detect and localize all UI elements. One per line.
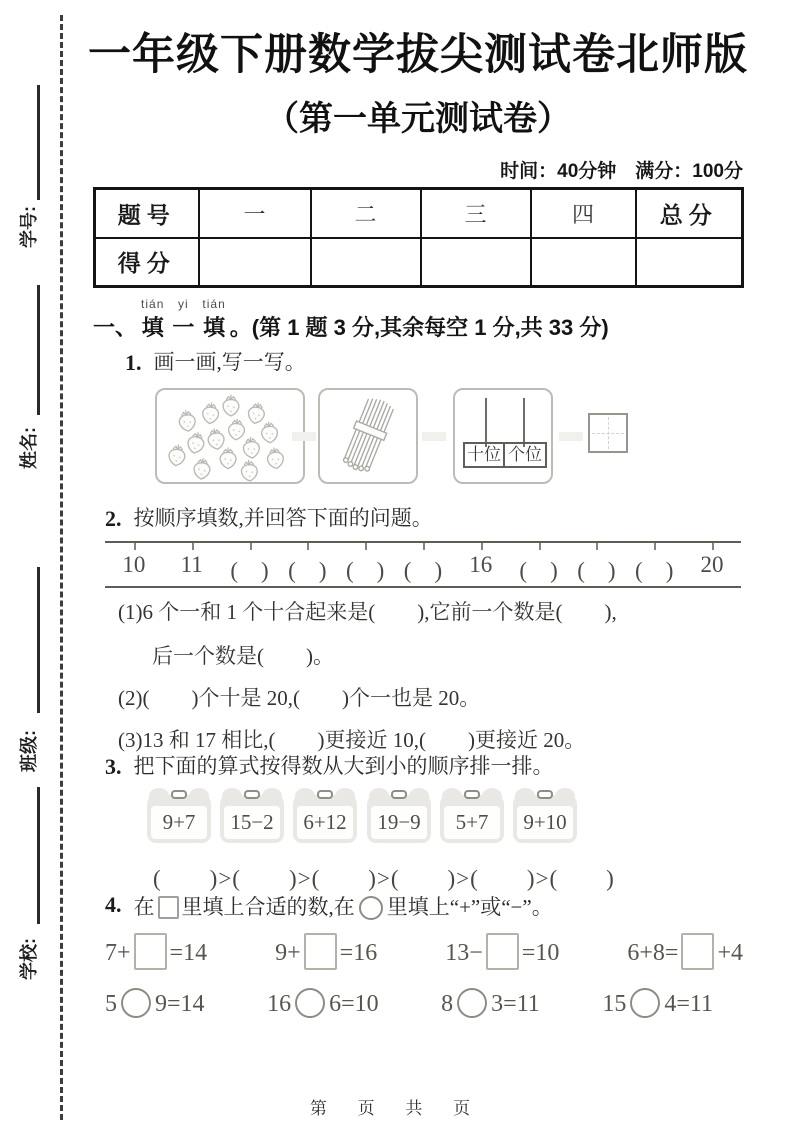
section-suffix: 。(第 1 题 3 分,其余每空 1 分,共 33 分)	[229, 315, 609, 340]
hanzi-text: 一	[172, 315, 195, 340]
question-2-subquestions	[118, 598, 748, 754]
section-prefix: 一、	[93, 315, 138, 340]
number-line-blank: ( )	[221, 543, 279, 586]
subquestion-line: (1)6 个一和 1 个十合起来是( ),它前一个数是( ),	[118, 600, 617, 624]
equation-text: =10	[521, 940, 560, 966]
ruby-column	[172, 297, 194, 342]
strawberry-icon	[241, 459, 258, 481]
ruby-column	[141, 297, 164, 342]
question-2-heading	[105, 505, 433, 534]
equation	[105, 988, 205, 1018]
number-writing-grid	[588, 413, 628, 453]
student-id-blank-line	[37, 85, 40, 200]
question-4-heading	[105, 891, 553, 921]
card-expression: 15−2	[224, 806, 280, 839]
expression-card	[220, 795, 284, 843]
place-value-table	[463, 442, 547, 468]
score-header-cell: 四	[531, 189, 636, 238]
score-table	[93, 187, 744, 288]
expression-card	[513, 795, 577, 843]
arrow-smudge	[422, 432, 446, 441]
score-header-cell: 三	[421, 189, 531, 238]
score-header-cell: 题号	[95, 189, 199, 238]
number-line-blank: ( )	[278, 543, 336, 586]
equation-text: 4=11	[664, 991, 713, 1017]
strawberry-icon	[266, 446, 285, 469]
number-line-value: 11	[163, 543, 221, 586]
arrow-smudge	[292, 432, 316, 441]
operator-circle	[630, 988, 660, 1018]
blank-box	[304, 933, 337, 970]
page-subtitle: （第一单元测试卷）	[265, 100, 571, 138]
equation-text: 里填上“+”或“−”。	[386, 895, 553, 919]
pinyin-text: tián	[141, 297, 165, 311]
strawberries-illustration	[157, 390, 303, 482]
name-label: 姓名:	[19, 427, 39, 469]
equation-text: 5	[105, 991, 117, 1017]
sticks-bundle-box	[318, 388, 418, 484]
equation-text: 里填上合适的数,在	[181, 895, 355, 919]
blank-box	[681, 933, 714, 970]
equation-text: 6=10	[329, 991, 379, 1017]
equation	[275, 933, 377, 970]
equation-text: 8	[441, 991, 454, 1017]
question-3-heading	[105, 753, 554, 782]
equation-text: 在	[133, 895, 155, 919]
footer-page-label: 第 页 共 页	[309, 1099, 484, 1118]
score-empty-cell	[421, 238, 531, 287]
arrow-smudge	[559, 432, 583, 441]
equation-text: 9=14	[155, 991, 205, 1017]
card-knot-icon	[391, 790, 407, 799]
operator-circle	[295, 988, 325, 1018]
expression-card	[147, 795, 211, 843]
question-1-number: 1.	[125, 350, 142, 375]
section-one-heading	[93, 288, 609, 342]
score-header-cell: 一	[199, 189, 311, 238]
seal-dashed-line	[60, 15, 63, 1120]
subquestion-line: (3)13 和 17 相比,( )更接近 10,( )更接近 20。	[118, 728, 586, 752]
tens-place-label: 十位	[463, 442, 505, 468]
equations-row-2	[105, 988, 713, 1018]
card-knot-icon	[464, 790, 480, 799]
strawberry-icon	[247, 401, 266, 425]
equation-text: 3=11	[491, 991, 540, 1017]
equation	[267, 988, 379, 1018]
score-header-cell: 总分	[636, 189, 743, 238]
hanzi-text: 填	[141, 315, 164, 340]
equations-row-1	[105, 933, 743, 970]
card-expression: 5+7	[444, 806, 500, 839]
number-line-value: 10	[105, 543, 163, 586]
question-4-number: 4.	[105, 892, 122, 917]
class-blank-line	[37, 567, 40, 713]
question-3-text: 把下面的算式按得数从大到小的顺序排一排。	[133, 754, 554, 778]
tens-rod	[485, 398, 487, 447]
question-1-text: 画一画,写一写。	[153, 350, 306, 374]
page-title: 一年级下册数学拔尖测试卷北师版	[88, 31, 748, 79]
score-empty-cell	[199, 238, 311, 287]
score-empty-cell	[636, 238, 743, 287]
ruby-column	[202, 297, 225, 342]
equation-text: 7+	[105, 940, 131, 966]
strawberry-icon	[242, 436, 260, 459]
strawberries-box	[155, 388, 305, 484]
equation-text: =14	[169, 940, 208, 966]
equation-text: +4	[717, 940, 743, 966]
section-ruby-group	[137, 288, 230, 342]
exam-meta: 时间：40分钟 满分：100分	[500, 161, 743, 182]
question-1-heading	[125, 349, 306, 378]
number-line	[105, 541, 741, 588]
number-line-blank: ( )	[336, 543, 394, 586]
equation	[441, 988, 540, 1018]
strawberry-icon	[228, 418, 245, 440]
question-2-number: 2.	[105, 506, 122, 531]
question-3-number: 3.	[105, 754, 122, 779]
operator-circle	[121, 988, 151, 1018]
score-empty-cell	[531, 238, 636, 287]
card-knot-icon	[244, 790, 260, 799]
equation-text: 15	[602, 991, 627, 1017]
equation-text: 13−	[445, 940, 483, 966]
strawberry-icon	[261, 421, 279, 443]
score-empty-cell	[311, 238, 421, 287]
name-blank-line	[37, 285, 40, 415]
equation	[445, 933, 559, 970]
question-4-text	[134, 891, 553, 921]
strawberry-icon	[223, 395, 239, 416]
question-2-text: 按顺序填数,并回答下面的问题。	[133, 506, 433, 530]
number-line-value: 20	[683, 543, 741, 586]
expression-card	[293, 795, 357, 843]
strawberry-icon	[220, 448, 236, 469]
hanzi-text: 填	[203, 315, 226, 340]
ordering-answer-blanks: ( )>( )>( )>( )>( )>( )	[153, 866, 615, 891]
equation-text: 16	[267, 991, 292, 1017]
strawberry-icon	[186, 431, 206, 455]
card-expression: 6+12	[297, 806, 353, 839]
pinyin-text: yi	[178, 297, 189, 311]
operator-circle	[359, 896, 383, 920]
expression-card	[367, 795, 431, 843]
strawberry-icon	[178, 409, 197, 432]
blank-box	[158, 896, 179, 919]
expression-card	[440, 795, 504, 843]
strawberry-icon	[206, 427, 225, 451]
pinyin-text: tián	[202, 297, 226, 311]
strawberry-icon	[168, 444, 187, 467]
number-line-blank: ( )	[568, 543, 626, 586]
card-expression: 9+7	[151, 806, 207, 839]
school-label: 学校:	[19, 938, 39, 980]
blank-box	[134, 933, 167, 970]
ones-place-label: 个位	[505, 442, 547, 468]
equation	[627, 933, 743, 970]
school-blank-line	[37, 787, 40, 924]
blank-box	[486, 933, 519, 970]
equation-text: 9+	[275, 940, 301, 966]
card-expression: 19−9	[371, 806, 427, 839]
score-table-score-row	[95, 238, 743, 287]
operator-circle	[457, 988, 487, 1018]
equation-text: 6+8=	[627, 940, 679, 966]
equation-text: =16	[339, 940, 378, 966]
ones-rod	[523, 398, 525, 447]
score-header-cell: 二	[311, 189, 421, 238]
score-table-header-row	[95, 189, 743, 238]
number-line-blank: ( )	[625, 543, 683, 586]
card-knot-icon	[317, 790, 333, 799]
strawberry-icon	[193, 457, 211, 480]
question-1-picture-row	[155, 388, 675, 484]
number-line-blank: ( )	[394, 543, 452, 586]
equation	[105, 933, 207, 970]
expression-cards-row	[147, 795, 647, 857]
card-knot-icon	[537, 790, 553, 799]
strawberry-icon	[202, 402, 220, 424]
equation	[602, 988, 713, 1018]
score-row-label: 得分	[95, 238, 199, 287]
place-value-box	[453, 388, 553, 484]
card-knot-icon	[171, 790, 187, 799]
sticks-bundle-illustration	[320, 390, 416, 482]
subquestion-line: (2)( )个十是 20,( )个一也是 20。	[118, 686, 481, 710]
class-label: 班级:	[19, 730, 39, 772]
student-id-label: 学号:	[19, 206, 39, 248]
number-line-blank: ( )	[510, 543, 568, 586]
number-line-value: 16	[452, 543, 510, 586]
subquestion-line: 后一个数是( )。	[152, 644, 334, 668]
card-expression: 9+10	[517, 806, 573, 839]
